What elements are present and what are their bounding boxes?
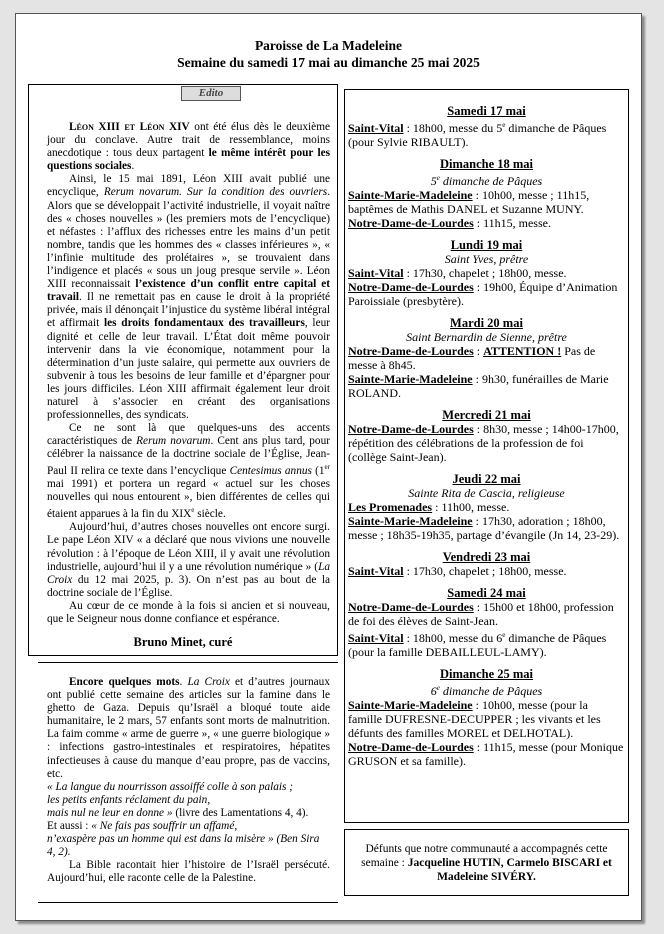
divider [38,902,338,903]
schedule-entry: Notre-Dame-de-Lourdes : 11h15, messe (pour Monique GRUSON et sa famille). [348,740,624,768]
edito-paragraph-1: Léon XIII et Léon XIV ont été élus dès le deuxième jour du conclave. Autre trait de ressemblance, moins anecdotique : tous deux partagent le même intérêt pour les questions sociales. [47,121,331,173]
day-block [345,408,628,464]
day-heading: Samedi 17 mai [447,104,526,118]
schedule-entry: Notre-Dame-de-Lourdes : 11h15, messe. [348,216,551,230]
bulletin-page [15,13,642,921]
day-heading: Mercredi 21 mai [442,408,531,422]
deceased-names: Jacqueline HUTIN, Carmelo BISCARI et Madeleine SIVÉRY. [407,857,612,883]
schedule-entry: Sainte-Marie-Madeleine : 10h00, messe ; 11h15, baptêmes de Mathis DANEL et Suzanne MUNY. [348,188,590,216]
day-heading: Mardi 20 mai [450,316,523,330]
day-heading: Dimanche 25 mai [439,667,534,681]
edito-signature: Bruno Minet, curé [133,635,233,649]
schedule-entry: Sainte-Marie-Madeleine : 9h30, funérailles de Marie ROLAND. [348,372,609,400]
lamentations-quote: « La langue du nourrisson assoiffé colle à son palais ; les petits enfants réclament du pain, mais nul ne leur en donne » (livre des Lamentations 4, 4). [47,780,309,819]
edito-paragraph-5: Au cœur de ce monde à la fois si ancien et si nouveau, que le Seigneur nous donne confiance et espérance. [47,599,330,625]
schedule-entry: Notre-Dame-de-Lourdes : ATTENTION ! Pas de messe à 8h45. [348,344,596,372]
schedule-entry: Sainte-Marie-Madeleine : 17h30, adoration ; 18h00, messe ; 18h35-19h35, partage d’évangile (Jn 14, 23-29). [348,514,620,542]
schedule-entry: Saint-Vital : 18h00, messe du 5e dimanche de Pâques (pour Sylvie RIBAULT). [348,121,607,149]
weekly-schedule [345,104,628,776]
week-range: Semaine du samedi 17 mai au dimanche 25 mai 2025 [177,55,480,70]
news-paragraph-2: La Bible racontait hier l’histoire de l’Israël persécuté. Aujourd’hui, elle raconte celle de la Palestine. [47,859,330,885]
news-section [47,676,330,886]
day-heading: Dimanche 18 mai [439,157,534,171]
attention-notice: ATTENTION ! [483,344,562,358]
schedule-entry: Saint-Vital : 17h30, chapelet ; 18h00, messe. [348,564,567,578]
day-heading: Samedi 24 mai [447,586,526,600]
day-block [345,104,628,149]
schedule-entry: Saint-Vital : 17h30, chapelet ; 18h00, messe. [348,266,567,280]
schedule-entry: Les Promenades : 11h00, messe. [348,500,510,514]
divider [38,662,338,663]
day-heading: Vendredi 23 mai [442,550,531,564]
ben-sira-quote: Et aussi : « Ne fais pas souffrir un affamé, n’exaspère pas un homme qui est dans la misère » (Ben Sira 4, 2). [47,820,320,859]
day-heading: Jeudi 22 mai [452,472,521,486]
schedule-entry: Notre-Dame-de-Lourdes : 19h00, Équipe d’Animation Paroissiale (presbytère). [348,280,618,308]
schedule-entry: Notre-Dame-de-Lourdes : 15h00 et 18h00, profession de foi des élèves de Saint-Jean. [348,600,614,628]
edito-paragraph-3: Ce ne sont là que quelques-uns des accents caractéristiques de Rerum novarum. Cent ans plus tard, pour célébrer la naissance de la doctrine sociale de l’Église, Jean-Paul II relira ce texte dans l’encyclique Centesimus annus (1er mai 1991) et portera un regard « actuel sur les choses nouvelles qui nous entourent », bien différentes de celles qui étaient apparues à la fin du XIXe siècle. [47,422,330,521]
edito-text [47,121,330,626]
liturgical-feast: 5e dimanche de Pâques [430,174,543,188]
liturgical-feast: Saint Yves, prêtre [444,252,529,266]
schedule-entry: Saint-Vital : 18h00, messe du 6e dimanche de Pâques (pour la famille DEBAILLEUL-LAMY). [348,631,607,659]
schedule-entry: Sainte-Marie-Madeleine : 10h00, messe (pour la famille DUFRESNE-DECUPPER ; les vivants et les défunts des familles MOREL et DELHOTAL). [348,698,601,740]
day-block [345,238,628,308]
edito-paragraph-4: Aujourd’hui, d’autres choses nouvelles ont encore surgi. Le pape Léon XIV « a déclaré que nous vivions une nouvelle révolution : à l’époque de Léon XIII, il y avait une révolution industrielle, aujourd’hui il y a une révolution numérique » (La Croix du 12 mai 2025, p. 3). On n’est pas au bout de la doctrine sociale de l’Église. [47,521,330,599]
day-block [345,157,628,230]
schedule-entry: Notre-Dame-de-Lourdes : 8h30, messe ; 14h00-17h00, répétition des célébrations de la profession de foi (collège Saint-Jean). [348,422,619,464]
parish-name: Paroisse de La Madeleine [254,38,403,53]
day-block [345,667,628,768]
page-header [16,37,641,71]
left-column [28,84,338,914]
liturgical-feast: Sainte Rita de Cascia, religieuse [408,486,565,500]
day-block [345,316,628,400]
news-paragraph-1: Encore quelques mots. La Croix et d’autres journaux ont publié cette semaine des articles sur la famine dans le ghetto de Gaza. Depuis qu’Israël a bloqué toute aide humanitaire, le 2 mars, 57 enfants sont morts de malnutrition. La faim comme « arme de guerre », « une guerre biologique » : infections gastro-intestinales et respiratoires, hépatites infectieuses à cause du manque d’eau propre, pas de vaccins, etc. [47,676,330,780]
deceased-notice [344,829,629,896]
day-block [345,586,628,659]
day-block [345,550,628,578]
day-block [345,472,628,542]
edito-title: Edito [181,86,241,101]
day-heading: Lundi 19 mai [450,238,523,252]
liturgical-feast: Saint Bernardin de Sienne, prêtre [406,330,567,344]
schedule-box [344,89,629,823]
liturgical-feast: 6e dimanche de Pâques [430,684,543,698]
edito-paragraph-2: Ainsi, le 15 mai 1891, Léon XIII avait publié une encyclique, Rerum novarum. Sur la condition des ouvriers. Alors que se développait l’activité industrielle, il voyait naître des « choses nouvelles » (les premiers mots de l’encyclique) et néfastes : l’afflux des richesses entre les mains d’un petit nombre, tandis que les hommes des « classes inférieures », « l’infinie multitude des prolétaires », se trouvaient dans l’indigence et placés « sous un joug presque servile ». Léon XIII reconnaissait l’existence d’un conflit entre capital et travail. Il ne remettait pas en cause le droit à la propriété privée, mais il dénonçait l’injustice du système libéral intégral et affirmait les droits fondamentaux des travailleurs, leur dignité et celle de leur travail. L’État doit même pouvoir intervenir dans la vie économique, notamment pour la détermination d’un juste salaire, qui permette aux ouvriers de subvenir à tous les besoins de leur famille et d’épargner pour les jours difficiles. Léon XIII affirmait également leur droit naturel à s’associer en créant des organisations professionnelles, des syndicats. [47,173,331,422]
deceased-lead: Défunts que notre communauté a accompagnés cette semaine : [361,843,608,869]
